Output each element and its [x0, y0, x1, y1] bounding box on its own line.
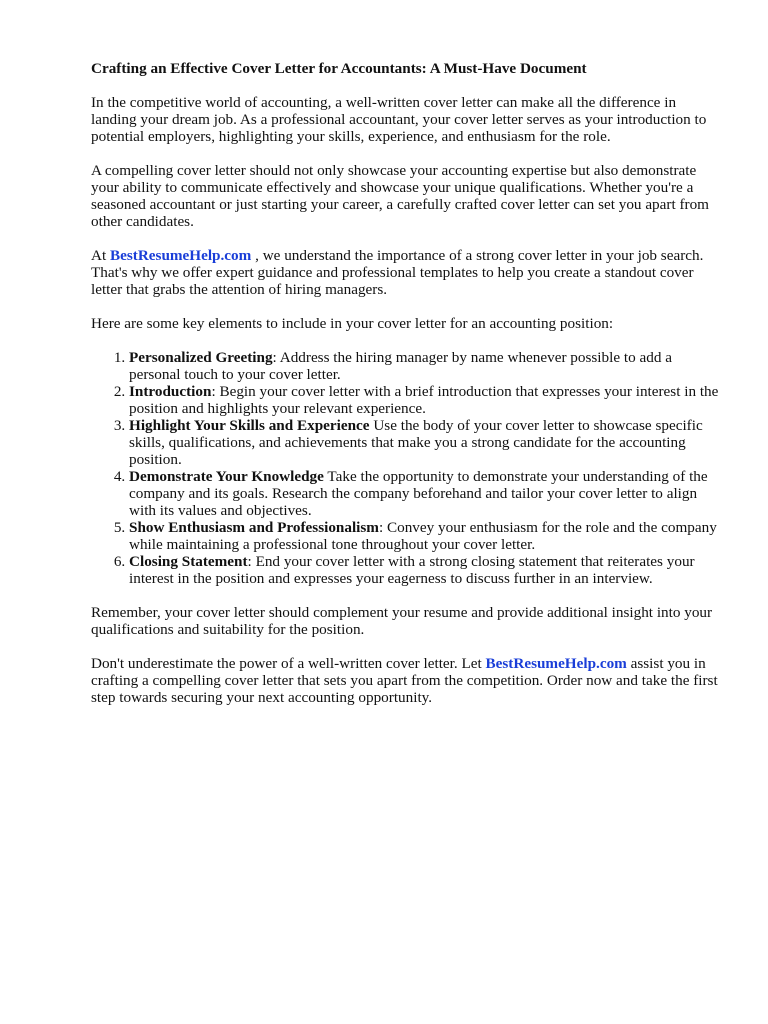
key-elements-list	[91, 349, 723, 587]
paragraph-compelling: A compelling cover letter should not only showcase your accounting expertise but also demonstrate your ability to communicate effectively and showcase your unique qualifications. Whether you're a seasoned accountant or just starting your career, a carefully crafted cover letter can set you apart from other candidates.	[91, 162, 709, 230]
list-item-text: : Address the hiring manager by name whenever possible to add a personal touch to your cover letter.	[129, 349, 672, 383]
list-item	[129, 553, 723, 587]
bestresumehelp-link[interactable]: BestResumeHelp.com	[485, 655, 627, 672]
list-item	[129, 417, 723, 468]
paragraph-remember: Remember, your cover letter should complement your resume and provide additional insight into your qualifications and suitability for the position.	[91, 604, 713, 638]
document-title: Crafting an Effective Cover Letter for Accountants: A Must-Have Document	[91, 60, 587, 77]
document-page	[91, 60, 723, 723]
list-item-term: Personalized Greeting	[129, 349, 273, 366]
paragraph-intro: In the competitive world of accounting, a well-written cover letter can make all the difference in landing your dream job. As a professional accountant, your cover letter serves as your introduction to potential employers, highlighting your skills, experience, and enthusiasm for the role.	[91, 94, 707, 145]
list-item-text: : Convey your enthusiasm for the role and the company while maintaining a professional tone throughout your cover letter.	[129, 519, 717, 553]
paragraph-bestresumehelp	[91, 247, 723, 298]
paragraph-suffix: assist you in crafting a compelling cover letter that sets you apart from the competition. Order now and take the first step towards securing your next accounting opportunity.	[91, 655, 718, 706]
list-item-term: Highlight Your Skills and Experience	[129, 417, 370, 434]
list-item-term: Show Enthusiasm and Professionalism	[129, 519, 379, 536]
list-item	[129, 468, 723, 519]
list-item-text: : Begin your cover letter with a brief introduction that expresses your interest in the position and highlights your relevant experience.	[129, 383, 719, 417]
paragraph-key-elements: Here are some key elements to include in your cover letter for an accounting position:	[91, 315, 614, 332]
paragraph-suffix: , we understand the importance of a strong cover letter in your job search. That's why we offer expert guidance and professional templates to help you create a standout cover letter that grabs the attention of hiring managers.	[91, 247, 704, 298]
paragraph-prefix: Don't underestimate the power of a well-written cover letter. Let	[91, 655, 486, 672]
list-item-term: Introduction	[129, 383, 212, 400]
bestresumehelp-link[interactable]: BestResumeHelp.com	[109, 247, 252, 264]
list-item-text: Take the opportunity to demonstrate your understanding of the company and its goals. Research the company beforehand and tailor your cover letter to align with its values and objectives.	[129, 468, 708, 519]
list-item-text: Use the body of your cover letter to showcase specific skills, qualifications, and achievements that make you a strong candidate for the accounting position.	[129, 417, 703, 468]
list-item	[129, 519, 723, 553]
list-item-term: Demonstrate Your Knowledge	[129, 468, 324, 485]
paragraph-prefix: At	[91, 247, 110, 264]
list-item-term: Closing Statement	[129, 553, 248, 570]
list-item	[129, 349, 723, 383]
paragraph-closing	[91, 655, 723, 706]
list-item-text: : End your cover letter with a strong closing statement that reiterates your interest in the position and expresses your eagerness to discuss further in an interview.	[129, 553, 695, 587]
list-item	[129, 383, 723, 417]
